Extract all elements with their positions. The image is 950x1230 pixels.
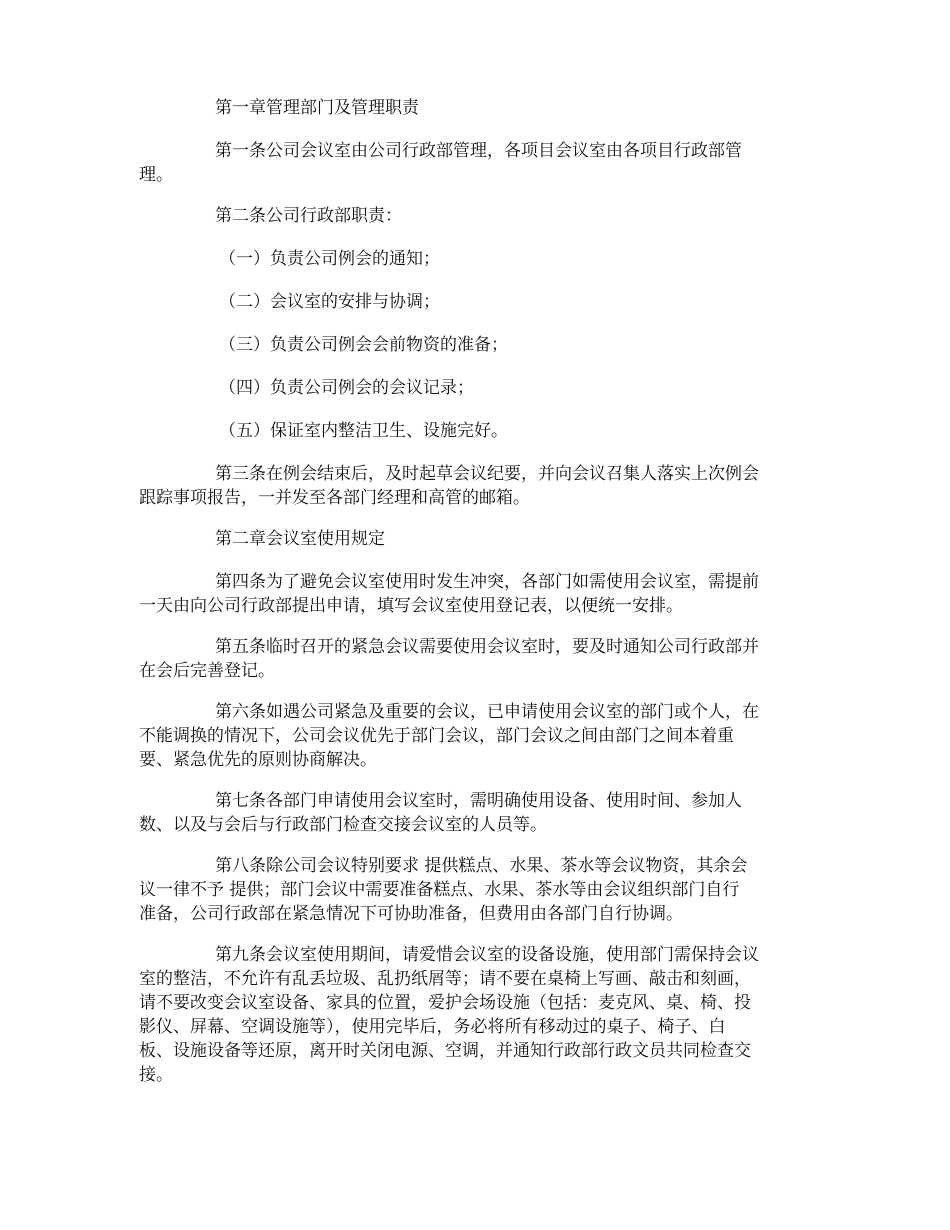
article-8-line-1: 第八条除公司会议特别要求 提供糕点、水果、茶水等会议物资，其余会 [215,856,748,876]
article-7-line-1: 第七条各部门申请使用会议室时，需明确使用设备、使用时间、参加人 [215,791,742,811]
article-6-line-2: 不能调换的情况下，公司会议优先于部门会议，部门会议之间由部门之间本着重 [139,726,734,746]
article-1-line-1: 第一条公司会议室由公司行政部管理，各项目会议室由各项目行政部管 [215,141,742,161]
article-2-title: 第二条公司行政部职责： [215,206,402,226]
article-9-line-5: 板、设施设备等还原，离开时关闭电源、空调，并通知行政部行政文员共同检查交 [139,1041,751,1061]
article-5 [139,635,811,683]
article-5-line-2: 在会后完善登记。 [139,661,275,681]
article-4-line-1: 第四条为了避免会议室使用时发生冲突，各部门如需使用会议室，需提前 [215,572,759,592]
article-9-line-6: 接。 [139,1065,173,1085]
article-9-line-1: 第九条会议室使用期间，请爱惜会议室的设备设施，使用部门需保持会议 [215,945,759,965]
article-7 [139,789,811,837]
article-2-item-4: （四）负责公司例会的会议记录； [219,378,474,398]
article-4 [139,570,811,618]
article-5-line-1: 第五条临时召开的紧急会议需要使用会议室时，要及时通知公司行政部并 [215,637,759,657]
article-6-line-1: 第六条如遇公司紧急及重要的会议，已申请使用会议室的部门或个人，在 [215,702,759,722]
article-2-item-2: （二）会议室的安排与协调； [219,292,440,312]
article-9-line-2: 室的整洁，不允许有乱丢垃圾、乱扔纸屑等；请不要在桌椅上写画、敲击和刻画， [139,969,751,989]
article-7-line-2: 数、以及与会后与行政部门检查交接会议室的人员等。 [139,815,547,835]
document-page [139,96,811,1087]
article-3-line-1: 第三条在例会结束后，及时起草会议纪要，并向会议召集人落实上次例会 [215,464,759,484]
article-1-line-2: 理。 [139,165,173,185]
article-3-line-2: 跟踪事项报告，一并发至各部门经理和高管的邮箱。 [139,488,530,508]
article-6 [139,700,811,772]
article-8-line-3: 准备，公司行政部在紧急情况下可协助准备，但费用由各部门自行协调。 [139,904,683,924]
chapter-2-title: 第二章会议室使用规定 [215,529,385,549]
article-3 [139,462,811,510]
article-6-line-3: 要、紧急优先的原则协商解决。 [139,750,377,770]
article-8 [139,854,811,926]
article-2-item-5: （五）保证室内整洁卫生、设施完好。 [219,421,508,441]
article-9-line-3: 请不要改变会议室设备、家具的位置，爱护会场设施（包括：麦克风、桌、椅、投 [139,993,751,1013]
article-8-line-2: 议一律不予 提供；部门会议中需要准备糕点、水果、茶水等由会议组织部门自行 [139,880,740,900]
article-9 [139,943,811,1087]
article-1 [139,139,811,187]
chapter-1-title: 第一章管理部门及管理职责 [215,98,419,118]
article-2-item-3: （三）负责公司例会会前物资的准备； [219,335,508,355]
article-9-line-4: 影仪、屏幕、空调设施等），使用完毕后，务必将所有移动过的桌子、椅子、白 [139,1017,726,1037]
article-4-line-2: 一天由向公司行政部提出申请，填写会议室使用登记表，以便统一安排。 [139,596,683,616]
article-2-item-1: （一）负责公司例会的通知； [219,249,440,269]
